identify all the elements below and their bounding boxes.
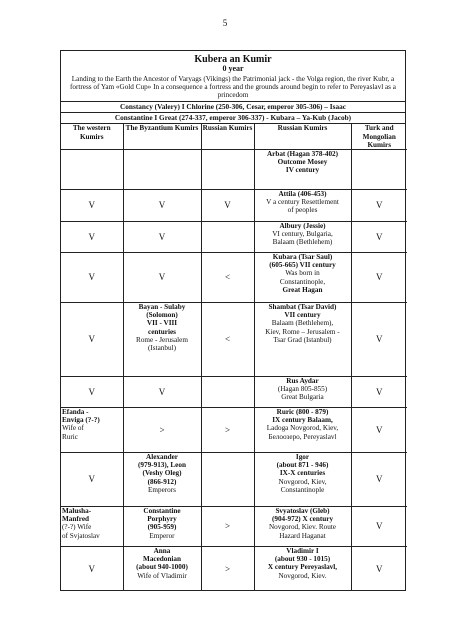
table-cell xyxy=(254,189,351,221)
cell-line: Kiev, Rome – Jerusalem - xyxy=(265,327,340,336)
table-cell: < xyxy=(201,302,254,376)
table-cell xyxy=(123,149,201,189)
table-cell: V xyxy=(351,189,407,221)
cell-line: Constantine xyxy=(143,506,181,515)
table-cell: V xyxy=(351,252,407,302)
table-cell: V xyxy=(201,189,254,221)
table-cell: V xyxy=(61,221,123,252)
table-cell: V xyxy=(61,452,123,506)
cell-line: (866-912) xyxy=(147,477,177,486)
cell-line: (Istanbul) xyxy=(148,343,176,352)
cell-line: Ruric xyxy=(62,432,78,441)
cell-line: Constantinople xyxy=(280,485,325,494)
table-cell: > xyxy=(201,407,254,452)
table-cell xyxy=(201,376,254,407)
column-header-turk-mongolian: Turk and Mongolian Kumirs xyxy=(351,124,407,149)
cell-line: Arbat (Hagan 378-402) xyxy=(266,149,339,158)
cell-line: VII century xyxy=(284,311,321,320)
document-description: Landing to the Earth the Ancestor of Varyags (Vikings) the Patrimonial jack - the Volga region, the river Kubr, a fortress of Yam «Gold Cup» In a consequence a fortress and the grounds around begin to refer to Pereyaslavl as a princedom xyxy=(70,75,396,100)
document-title: Kubera an Kumir xyxy=(194,54,272,65)
table-cell: V xyxy=(61,546,123,590)
cell-line: Great Bulgaria xyxy=(281,393,324,402)
table-cell: V xyxy=(351,302,407,376)
table-cell xyxy=(201,149,254,189)
cell-line: Porphyry xyxy=(147,515,177,524)
table-cell xyxy=(351,149,407,189)
cell-line: Great Hagan xyxy=(282,285,323,294)
table-cell: > xyxy=(201,506,254,546)
table-cell: > xyxy=(123,407,201,452)
table-row xyxy=(61,149,407,189)
cell-line: (979-913), Leon xyxy=(138,461,186,470)
table-cell: V xyxy=(61,189,123,221)
table-body xyxy=(61,149,407,590)
cell-line: Enviga (?-?) xyxy=(62,416,100,425)
table-row xyxy=(61,546,407,590)
table-cell xyxy=(254,506,351,546)
table-cell: V xyxy=(61,302,123,376)
table-cell xyxy=(201,221,254,252)
kumir-table xyxy=(61,124,407,590)
cell-line: X century Pereyaslavl, xyxy=(267,563,338,572)
table-cell: V xyxy=(351,221,407,252)
kumir-document xyxy=(60,50,406,591)
cell-line: Ladoga Novgorod, Kiev, xyxy=(266,424,339,433)
cell-line: Wife of Vladimir xyxy=(137,571,187,580)
cell-line: VI century, Bulgaria, xyxy=(272,230,333,239)
table-cell xyxy=(123,546,201,590)
cell-line: Malusha- xyxy=(62,506,92,515)
column-header-western: The western Kumirs xyxy=(61,124,123,149)
table-row xyxy=(61,302,407,376)
table-row xyxy=(61,407,407,452)
cell-line: Novgorod, Kiev, xyxy=(278,477,327,486)
cell-line: Igor xyxy=(295,452,310,461)
cell-line: Was born in xyxy=(285,269,320,278)
column-header-russian-1: Russian Kumirs xyxy=(201,124,254,149)
cell-line: Novgorod, Kiev. xyxy=(278,571,327,580)
cell-line: Balaam (Bethlehem), xyxy=(271,319,334,328)
cell-line: Efanda - xyxy=(62,407,89,416)
cell-line: IX-X centuries xyxy=(279,469,326,478)
cell-line: Manfred xyxy=(62,515,90,524)
cell-line: Albury (Jessie) xyxy=(279,221,326,230)
table-cell: V xyxy=(351,506,407,546)
cell-line: Balaam (Bethlehem) xyxy=(272,238,333,247)
cell-line: Shambat (Tsar David) xyxy=(268,302,337,311)
table-cell: V xyxy=(61,376,123,407)
table-row xyxy=(61,452,407,506)
cell-line: IV century xyxy=(285,166,320,175)
table-cell xyxy=(254,452,351,506)
cell-line: (904-972) X century xyxy=(271,515,334,524)
table-cell xyxy=(123,506,201,546)
cell-line: Emperor xyxy=(149,531,175,540)
table-cell: V xyxy=(351,407,407,452)
cell-line: Anna xyxy=(153,546,171,555)
table-cell: < xyxy=(201,252,254,302)
table-cell xyxy=(123,452,201,506)
table-cell: V xyxy=(351,452,407,506)
table-cell xyxy=(201,452,254,506)
cell-line: Constantinople, xyxy=(279,277,326,286)
cell-line: IX century Balaam, xyxy=(272,416,333,425)
table-cell: > xyxy=(201,546,254,590)
cell-line: Emperors xyxy=(148,485,176,494)
cell-line: (about 930 - 1015) xyxy=(274,555,331,564)
cell-line: Macedonian xyxy=(143,555,181,564)
table-cell xyxy=(61,506,123,546)
table-cell: V xyxy=(123,376,201,407)
cell-line: Wife of xyxy=(62,424,84,433)
document-header xyxy=(61,51,405,102)
table-cell: V xyxy=(123,221,201,252)
cell-line: Rus Aydar xyxy=(286,376,319,385)
cell-line: (605-665) VII century xyxy=(269,261,336,270)
table-cell: V xyxy=(61,252,123,302)
cell-line: centuries xyxy=(148,327,176,336)
cell-line: Outcome Mosey xyxy=(277,158,328,167)
document-subtitle: 0 year xyxy=(222,64,244,74)
table-cell: V xyxy=(351,376,407,407)
cell-line: (?-?) Wife xyxy=(62,523,92,532)
table-header-row xyxy=(61,124,407,149)
cell-line: V a century Resettlement xyxy=(266,198,339,207)
table-row xyxy=(61,221,407,252)
table-cell xyxy=(123,302,201,376)
cell-line: Novgorod, Kiev. Route xyxy=(268,523,336,532)
cell-line: Svyatoslav (Gleb) xyxy=(275,506,330,515)
band-constancy: Constancy (Valery) I Chlorine (250-306, Cesar, emperor 305-306) – Isaac xyxy=(61,102,405,113)
cell-line: Alexander xyxy=(146,452,178,461)
table-row xyxy=(61,189,407,221)
cell-line: (about 871 - 946) xyxy=(276,461,329,470)
page-number: 5 xyxy=(222,18,228,28)
cell-line: (Hagan 805-855) xyxy=(277,385,328,394)
table-cell xyxy=(61,407,123,452)
cell-line: of Svjatoslav xyxy=(62,531,100,540)
band-constantine: Constantine I Great (274-337, emperor 306-337) - Kubara – Ya-Kub (Jacob) xyxy=(61,113,405,124)
table-cell: V xyxy=(351,546,407,590)
table-cell xyxy=(254,407,351,452)
table-cell xyxy=(254,149,351,189)
table-cell xyxy=(254,221,351,252)
table-cell: V xyxy=(123,189,201,221)
cell-line: Kubara (Tsar Saul) xyxy=(272,252,333,261)
cell-line: Rome - Jerusalem xyxy=(136,335,188,344)
cell-line: (about 940-1000) xyxy=(136,563,188,572)
cell-line: Bayan - Sulaby xyxy=(138,302,186,311)
cell-line: of peoples xyxy=(287,206,318,215)
cell-line: Vladimir I xyxy=(286,546,319,555)
table-cell: V xyxy=(123,252,201,302)
table-cell xyxy=(61,149,123,189)
column-header-russian-2: Russian Kumirs xyxy=(254,124,351,149)
table-cell xyxy=(254,302,351,376)
table-cell xyxy=(254,252,351,302)
table-cell xyxy=(254,546,351,590)
cell-line: Ruric (800 - 879) xyxy=(276,407,329,416)
cell-line: Белоозеро, Pereyaslavl xyxy=(268,432,337,441)
table-row xyxy=(61,252,407,302)
cell-line: Tsar Grad (Istanbul) xyxy=(273,335,332,344)
table-cell xyxy=(254,376,351,407)
cell-line: (Solomon) xyxy=(146,311,178,320)
table-row xyxy=(61,376,407,407)
table-row xyxy=(61,506,407,546)
cell-line: (905-959) xyxy=(147,523,177,532)
column-header-byzantium: The Byzantium Kumirs xyxy=(123,124,201,149)
cell-line: Hazard Haganat xyxy=(279,531,326,540)
cell-line: VII - VIII xyxy=(146,319,178,328)
cell-line: Attila (406-453) xyxy=(278,189,327,198)
cell-line: (Veshy Oleg) xyxy=(142,469,182,478)
